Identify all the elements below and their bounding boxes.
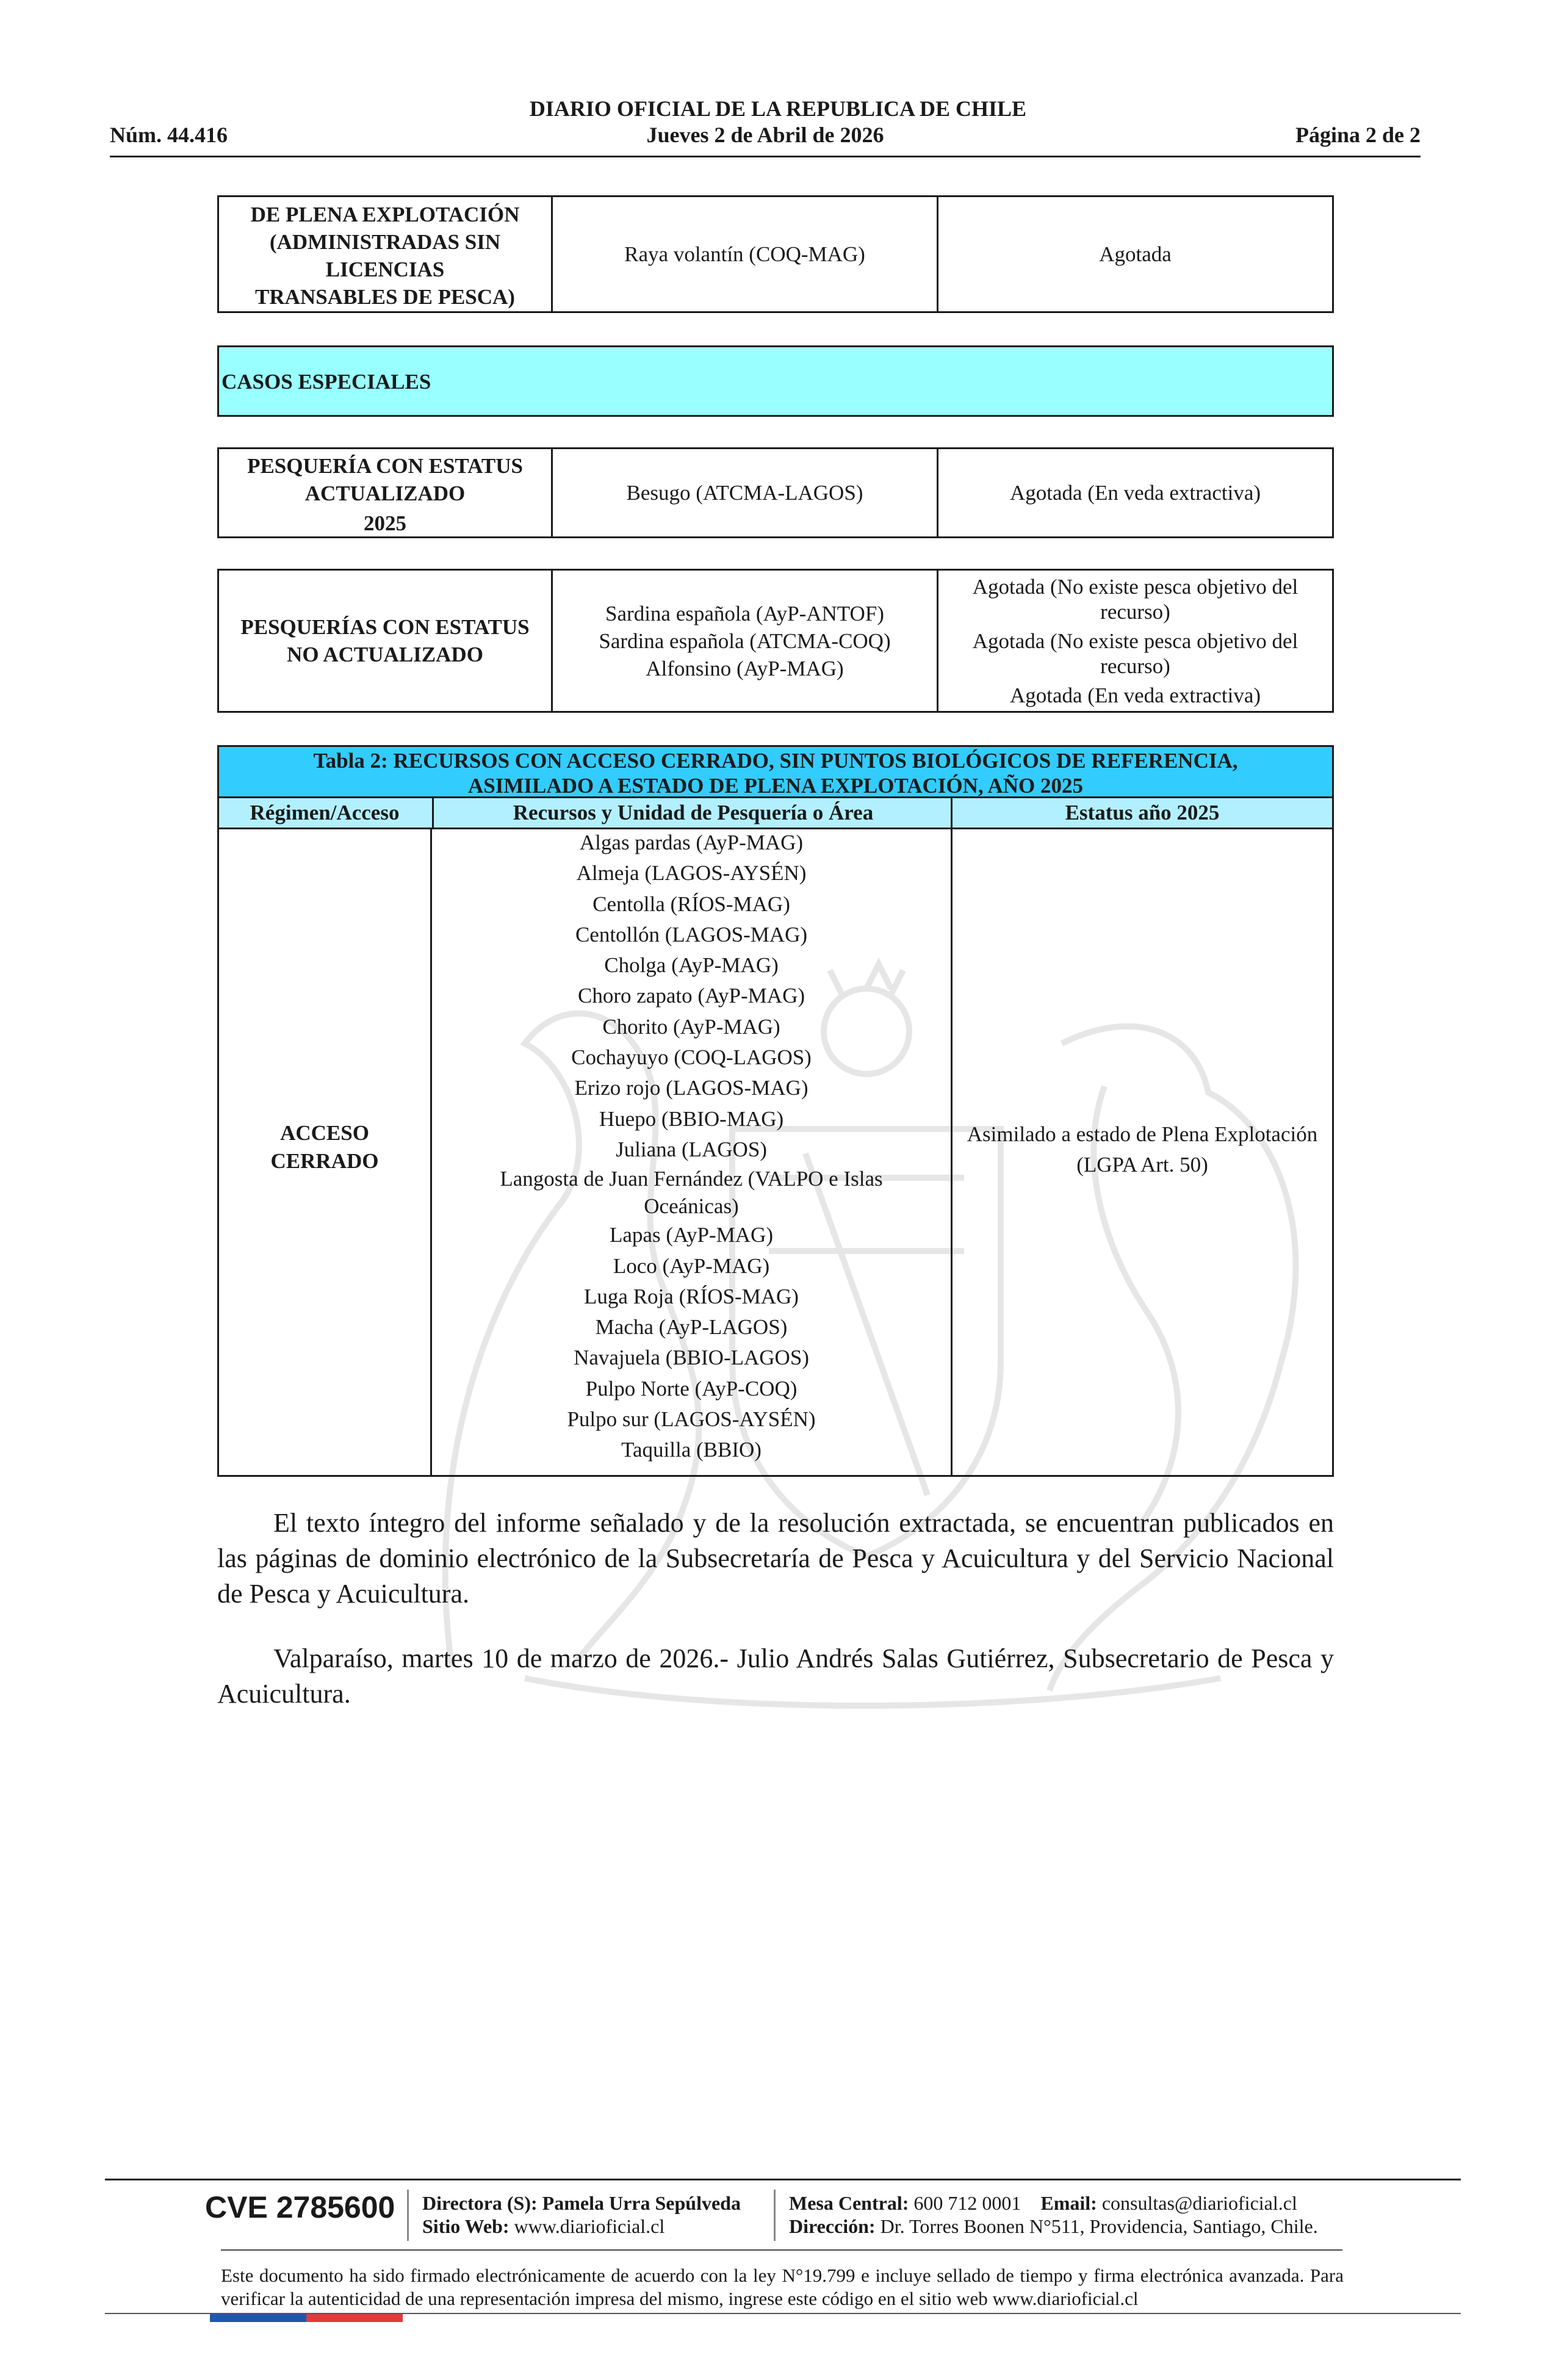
table-2-body <box>219 828 1332 1475</box>
header-divider <box>110 156 1421 157</box>
row-category: PESQUERÍAS CON ESTATUS NO ACTUALIZADO <box>240 615 530 666</box>
flag-bar-blue <box>210 2314 306 2322</box>
row-category: DE PLENA EXPLOTACIÓN (ADMINISTRADAS SIN LICENCIAS TRANSABLES DE PESCA) <box>250 202 520 309</box>
plena-explotacion-row <box>217 195 1334 313</box>
list-item: Pulpo sur (LAGOS-AYSÉN) <box>567 1407 816 1432</box>
list-item: Centolla (RÍOS-MAG) <box>593 892 790 916</box>
list-item: Macha (AyP-LAGOS) <box>595 1315 788 1340</box>
row-category: PESQUERÍA CON ESTATUS ACTUALIZADO 2025 <box>247 454 523 535</box>
footer-top-rule <box>105 2179 1461 2180</box>
footer-separator <box>774 2190 776 2241</box>
electronic-signature-notice: Este documento ha sido firmado electrónicamente de acuerdo con la ley N°19.799 e incluye sellado de tiempo y firma electrónica avanzada. Para verificar la autenticidad de una representación impresa del mismo, ingrese este código en el sitio web www.diarioficial.cl <box>221 2265 1344 2309</box>
cve-code: CVE 2785600 <box>205 2190 395 2224</box>
row-status: Agotada <box>937 197 1332 311</box>
list-item: Langosta de Juan Fernández (VALPO e Islas <box>500 1167 883 1191</box>
regime-cell: ACCESO CERRADO <box>270 1121 379 1173</box>
issue-date: Jueves 2 de Abril de 2026 <box>646 123 884 147</box>
table-2 <box>217 745 1334 1477</box>
table-2-column-headers <box>219 798 1332 829</box>
table-2-title: Tabla 2: RECURSOS CON ACCESO CERRADO, SIN PUNTOS BIOLÓGICOS DE REFERENCIA, ASIMILADO A ESTADO DE PLENA EXPLOTACIÓN, AÑO 2025 <box>219 747 1332 798</box>
footer-director-block: Directora (S): Pamela Urra Sepúlveda Sitio Web: www.diarioficial.cl <box>422 2192 741 2237</box>
footer-mid-rule <box>221 2249 1342 2251</box>
list-item: Choro zapato (AyP-MAG) <box>578 984 805 1008</box>
list-item: Luga Roja (RÍOS-MAG) <box>584 1284 799 1308</box>
row-status: Agotada (En veda extractiva) <box>937 449 1332 536</box>
list-item: Loco (AyP-MAG) <box>613 1253 770 1278</box>
signature-paragraph: Valparaíso, martes 10 de marzo de 2026.- Julio Andrés Salas Gutiérrez, Subsecretario de Pesca y Acuicultura. <box>217 1643 1334 1709</box>
list-item: Cholga (AyP-MAG) <box>604 953 779 978</box>
list-item: Erizo rojo (LAGOS-MAG) <box>574 1076 809 1100</box>
updated-status-row <box>217 447 1334 538</box>
footer-contact-block: Mesa Central: 600 712 0001 Email: consultas@diarioficial.cl Dirección: Dr. Torres Boonen N°511, Providencia, Santiago, Chile. <box>789 2192 1318 2237</box>
list-item: Lapas (AyP-MAG) <box>610 1223 773 1247</box>
list-item: Chorito (AyP-MAG) <box>602 1014 780 1039</box>
special-cases-label: CASOS ESPECIALES <box>222 370 431 394</box>
special-cases-banner <box>217 345 1334 417</box>
closing-paragraph: El texto íntegro del informe señalado y de la resolución extractada, se encuentran publicados en las páginas de dominio electrónico de la Subsecretaría de Pesca y Acuicultura y del Servicio Nacional de Pesca y Acuicultura. <box>217 1508 1334 1609</box>
resources-list <box>432 828 951 1466</box>
list-item: Oceánicas) <box>644 1194 739 1219</box>
list-item: Algas pardas (AyP-MAG) <box>579 831 804 854</box>
issue-number: Núm. 44.416 <box>110 123 228 147</box>
newspaper-title: DIARIO OFICIAL DE LA REPUBLICA DE CHILE <box>529 96 1027 121</box>
list-item: Navajuela (BBIO-LAGOS) <box>574 1346 809 1370</box>
column-header-status: Estatus año 2025 <box>951 798 1332 828</box>
list-item: Juliana (LAGOS) <box>616 1137 767 1161</box>
row-resource: Besugo (ATCMA-LAGOS) <box>551 449 937 536</box>
header-row <box>110 122 1421 150</box>
column-header-regime: Régimen/Acceso <box>250 801 400 824</box>
not-updated-status-row <box>217 569 1334 713</box>
email-link[interactable]: consultas@diarioficial.cl <box>1101 2192 1297 2214</box>
list-item: Taquilla (BBIO) <box>621 1438 762 1462</box>
row-resources: Sardina española (AyP-ANTOF) Sardina española (ATCMA-COQ) Alfonsino (AyP-MAG) <box>551 571 937 711</box>
website-link[interactable]: www.diarioficial.cl <box>514 2215 665 2237</box>
footer-separator <box>407 2190 409 2241</box>
status-cell: Asimilado a estado de Plena Explotación (LGPA Art. 50) <box>967 1122 1318 1177</box>
page-indicator: Página 2 de 2 <box>1295 123 1421 147</box>
list-item: Cochayuyo (COQ-LAGOS) <box>571 1045 812 1070</box>
column-header-resources: Recursos y Unidad de Pesquería o Área <box>432 798 953 828</box>
list-item: Huepo (BBIO-MAG) <box>599 1106 784 1131</box>
row-resource: Raya volantín (COQ-MAG) <box>551 197 937 311</box>
row-status: Agotada (No existe pesca objetivo del recurso) Agotada (No existe pesca objetivo del recurso) Agotada (En veda extractiva) <box>937 571 1332 711</box>
list-item: Pulpo Norte (AyP-COQ) <box>585 1376 798 1401</box>
list-item: Almeja (LAGOS-AYSÉN) <box>576 861 807 885</box>
list-item: Centollón (LAGOS-MAG) <box>575 922 808 947</box>
flag-bar-red <box>306 2314 403 2322</box>
